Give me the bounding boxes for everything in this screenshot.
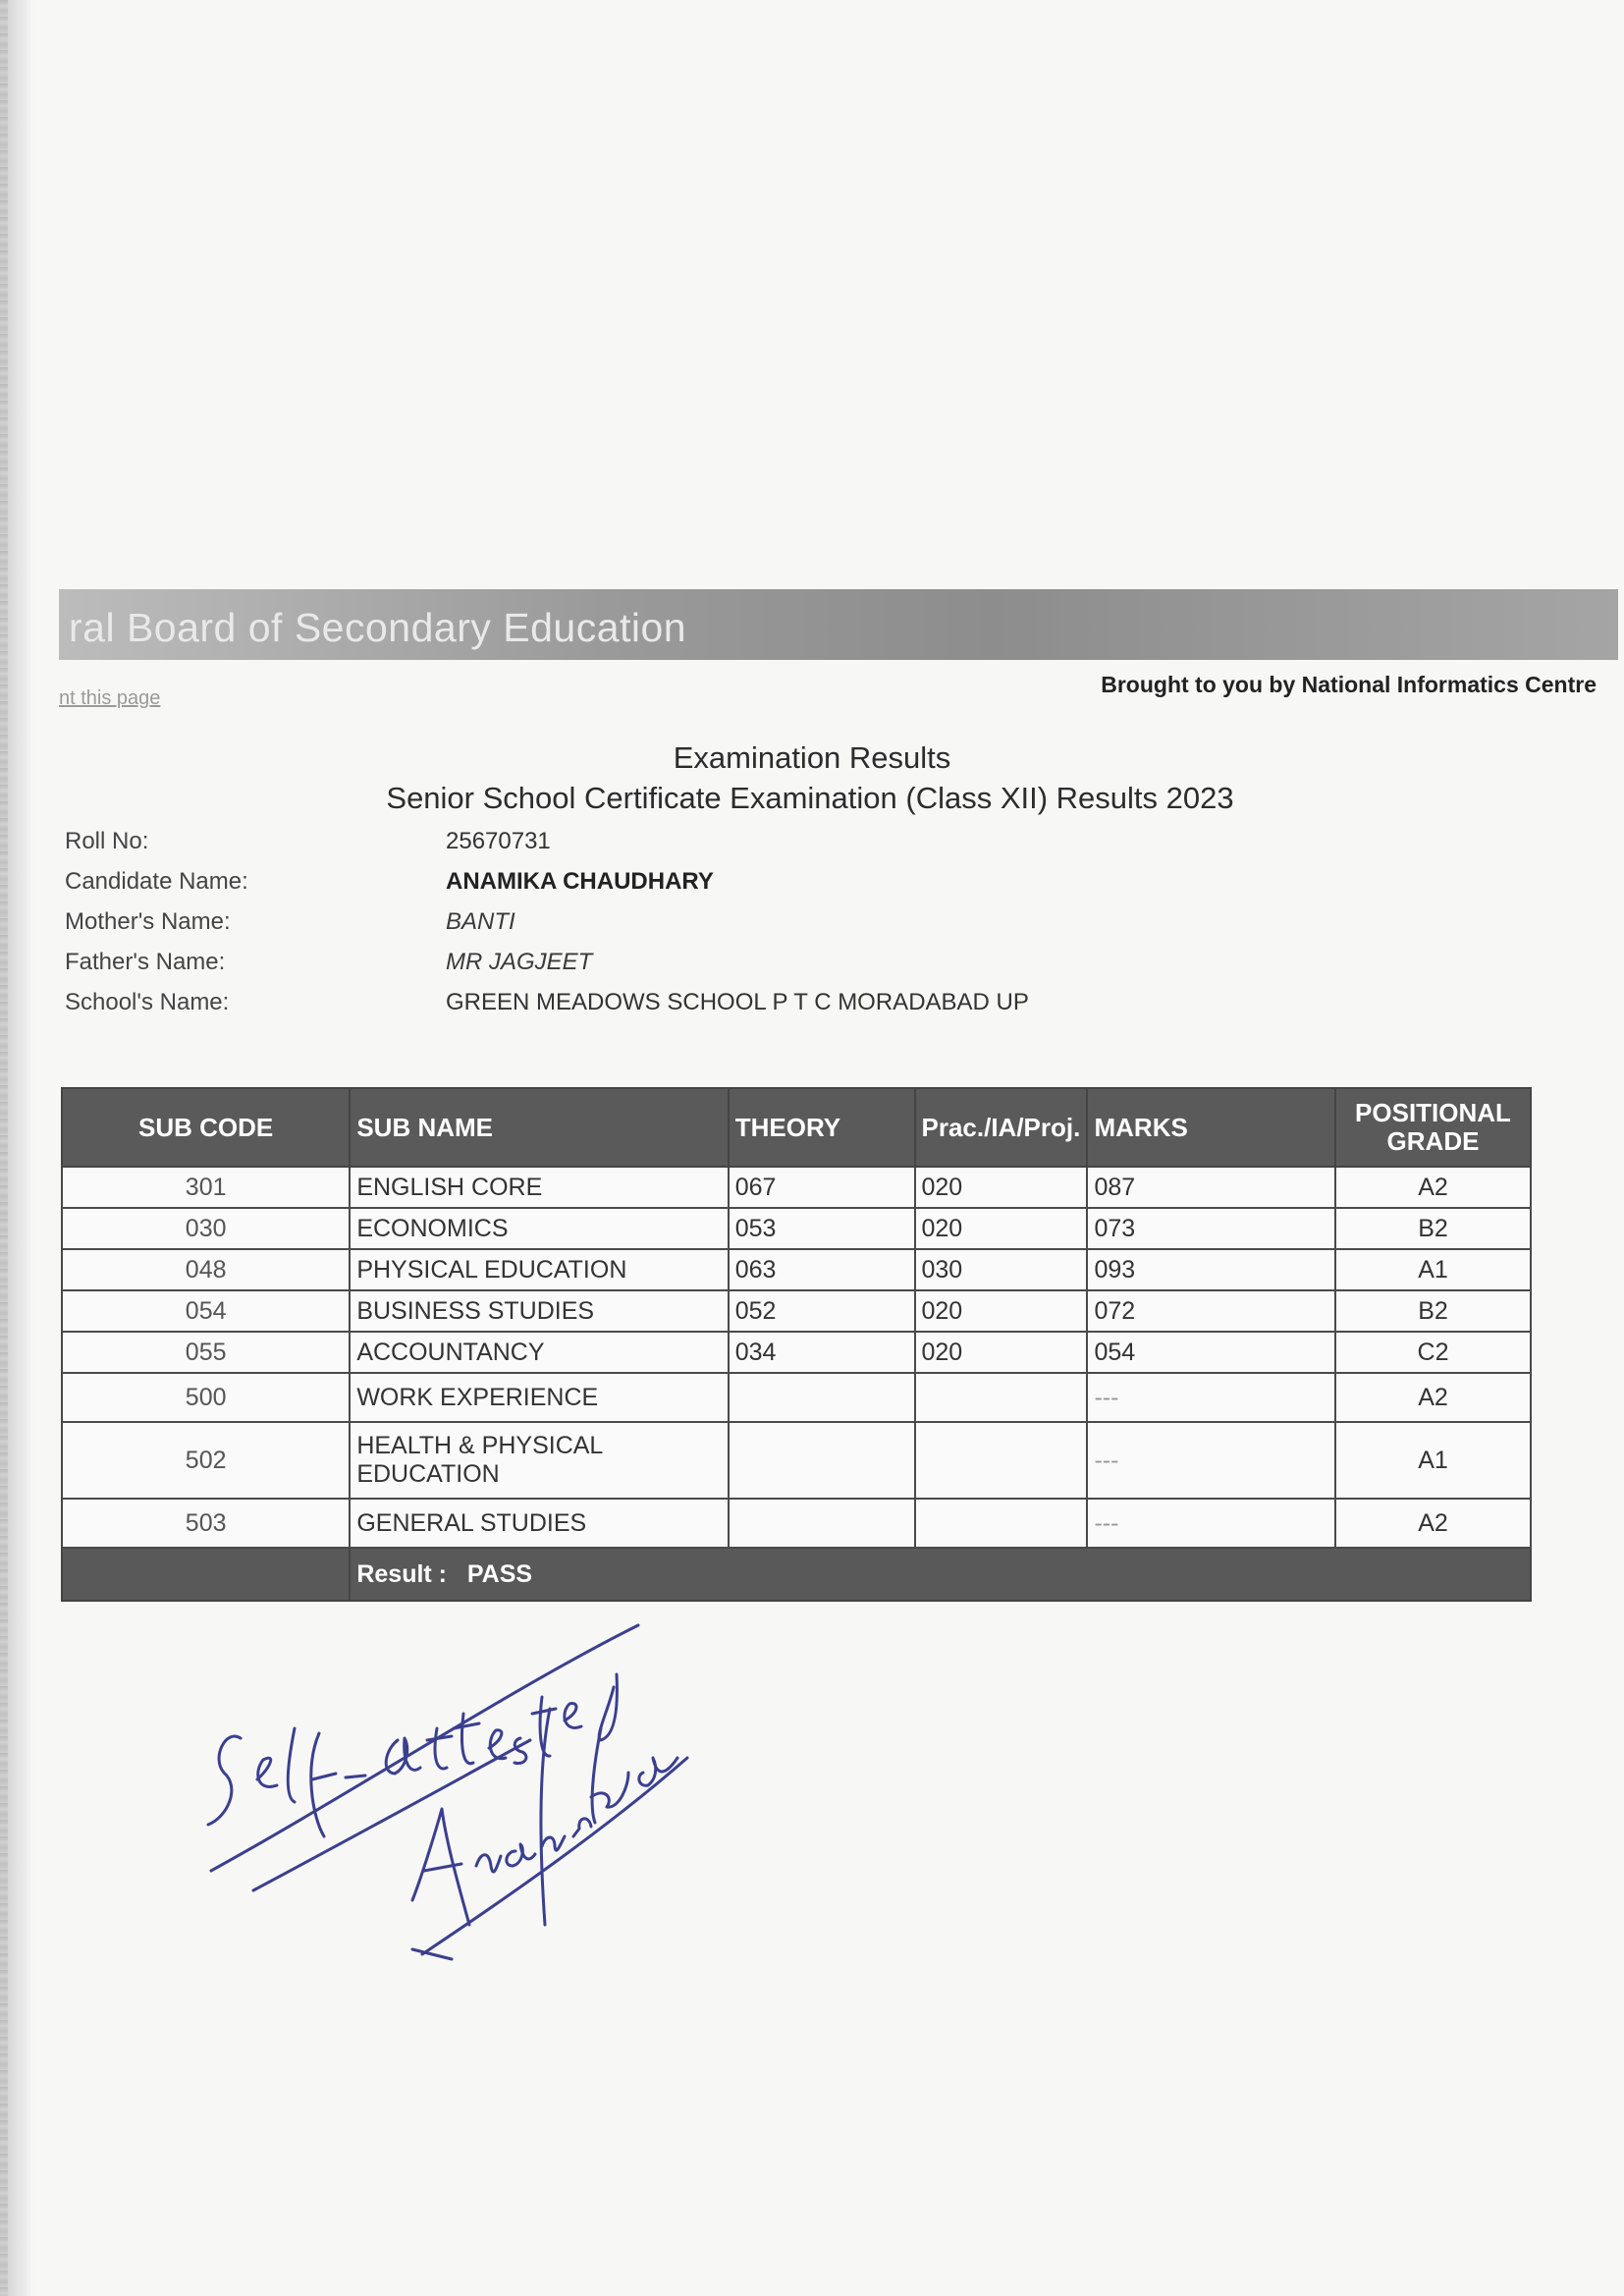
sub-name-cell: PHYSICAL EDUCATION: [350, 1249, 728, 1290]
page-title: Examination Results: [673, 740, 951, 775]
sub-code-cell: 055: [62, 1332, 350, 1373]
sub-code-cell: 030: [62, 1208, 350, 1249]
father-name-label: Father's Name:: [65, 949, 226, 975]
theory-cell: 053: [729, 1208, 915, 1249]
sub-name-cell: HEALTH & PHYSICAL EDUCATION: [350, 1422, 728, 1499]
grade-cell: A2: [1335, 1167, 1531, 1208]
marks-cell: 054: [1087, 1332, 1335, 1373]
sub-code-cell: 500: [62, 1373, 350, 1422]
sub-code-cell: 502: [62, 1422, 350, 1499]
marks-cell: 072: [1087, 1290, 1335, 1332]
theory-cell: 034: [729, 1332, 915, 1373]
school-name-value: GREEN MEADOWS SCHOOL P T C MORADABAD UP: [446, 989, 1029, 1015]
col-header-prac: Prac./IA/Proj.: [915, 1088, 1088, 1167]
result-value: PASS: [466, 1559, 533, 1588]
sub-code-cell: 054: [62, 1290, 350, 1332]
marks-cell: ---: [1087, 1373, 1335, 1422]
sub-name-cell: ENGLISH CORE: [350, 1167, 728, 1208]
marks-cell: 087: [1087, 1167, 1335, 1208]
mother-name-value: BANTI: [446, 908, 515, 935]
marks-cell: ---: [1087, 1422, 1335, 1499]
prac-cell: 020: [915, 1208, 1088, 1249]
grade-cell: A1: [1335, 1422, 1531, 1499]
prac-cell: 020: [915, 1290, 1088, 1332]
sub-code-cell: 503: [62, 1499, 350, 1548]
school-name-label: School's Name:: [65, 989, 230, 1015]
sub-name-cell: BUSINESS STUDIES: [350, 1290, 728, 1332]
grade-cell: B2: [1335, 1290, 1531, 1332]
marks-cell: 073: [1087, 1208, 1335, 1249]
grade-header-line2: GRADE: [1386, 1126, 1480, 1156]
sub-name-cell: ACCOUNTANCY: [350, 1332, 728, 1373]
grade-cell: C2: [1335, 1332, 1531, 1373]
theory-cell: 067: [729, 1167, 915, 1208]
father-name-value: MR JAGJEET: [446, 949, 593, 975]
sub-code-cell: 301: [62, 1167, 350, 1208]
theory-cell: 052: [729, 1290, 915, 1332]
sub-name-cell: GENERAL STUDIES: [350, 1499, 728, 1548]
print-page-link[interactable]: nt this page: [59, 687, 161, 709]
brought-by-text: Brought to you by National Informatics Centre: [1101, 672, 1597, 697]
grade-cell: A1: [1335, 1249, 1531, 1290]
mother-name-label: Mother's Name:: [65, 908, 231, 935]
marks-cell: 093: [1087, 1249, 1335, 1290]
col-header-sub-code: SUB CODE: [62, 1088, 350, 1167]
theory-cell: 063: [729, 1249, 915, 1290]
prac-cell: 030: [915, 1249, 1088, 1290]
col-header-theory: THEORY: [729, 1088, 915, 1167]
prac-cell: 020: [915, 1332, 1088, 1373]
grade-header-line1: POSITIONAL: [1355, 1098, 1511, 1128]
roll-value: 25670731: [446, 828, 551, 854]
sub-code-cell: 048: [62, 1249, 350, 1290]
candidate-name-label: Candidate Name:: [65, 868, 248, 895]
sub-name-cell: ECONOMICS: [350, 1208, 728, 1249]
sub-name-cell: WORK EXPERIENCE: [350, 1373, 728, 1422]
grade-cell: B2: [1335, 1208, 1531, 1249]
col-header-sub-name: SUB NAME: [350, 1088, 728, 1167]
prac-cell: 020: [915, 1167, 1088, 1208]
grade-cell: A2: [1335, 1373, 1531, 1422]
marks-cell: ---: [1087, 1499, 1335, 1548]
candidate-name-value: ANAMIKA CHAUDHARY: [446, 868, 714, 895]
col-header-marks: MARKS: [1087, 1088, 1335, 1167]
roll-label: Roll No:: [65, 828, 149, 854]
banner-title: ral Board of Secondary Education: [69, 605, 687, 650]
grade-cell: A2: [1335, 1499, 1531, 1548]
exam-title: Senior School Certificate Examination (Class XII) Results 2023: [386, 781, 1234, 815]
result-label: Result :: [356, 1559, 448, 1588]
